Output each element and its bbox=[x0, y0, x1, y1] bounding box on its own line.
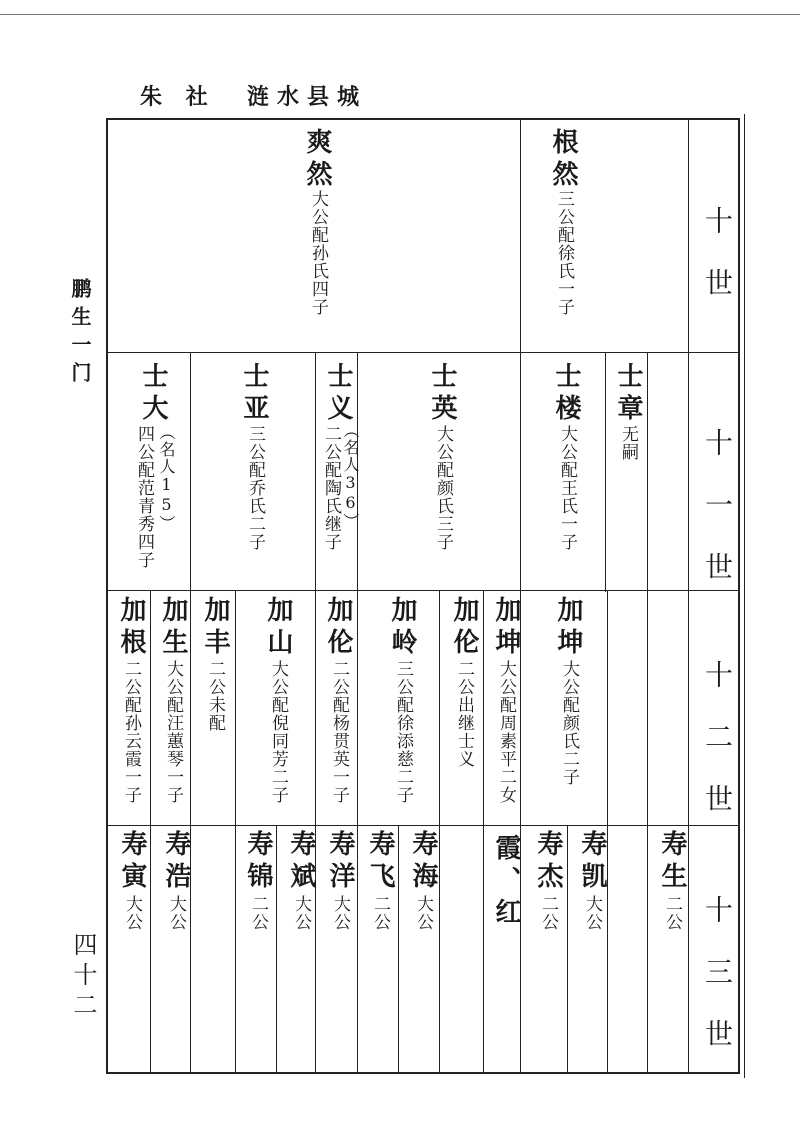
person-note: 二公配陶氏继子 bbox=[321, 425, 341, 551]
person-note: 大公配颜氏三子 bbox=[433, 425, 453, 551]
person-note: 二公 bbox=[538, 895, 558, 931]
person-note: （名人36） bbox=[341, 422, 360, 530]
person-name: 爽然 bbox=[302, 128, 332, 192]
person-name: 寿飞 bbox=[365, 830, 395, 894]
branch-label: 鹏生一门 bbox=[68, 278, 92, 390]
person-name: 士楼 bbox=[551, 362, 581, 426]
person-note: 大公配倪同芳二子 bbox=[268, 660, 288, 804]
person-name: 根然 bbox=[548, 128, 578, 192]
person-note: 三公配乔氏二子 bbox=[245, 425, 265, 551]
person-note: 二公出继士义 bbox=[454, 660, 474, 768]
generation-13: 十三世 bbox=[701, 895, 734, 1081]
person-name: 士大 bbox=[138, 362, 168, 426]
person-note: 大公 bbox=[582, 895, 602, 931]
person-name: 寿浩 bbox=[161, 830, 191, 894]
person-name: 寿洋 bbox=[325, 830, 355, 894]
person-name: 加坤 bbox=[553, 596, 583, 660]
person-note: 二公配杨贯英一子 bbox=[329, 660, 349, 804]
person-name: 加丰 bbox=[200, 596, 230, 660]
person-note: 四公配范青秀四子 bbox=[134, 425, 154, 569]
person-name: 寿斌 bbox=[286, 830, 316, 894]
person-name: 加伦 bbox=[449, 596, 479, 660]
page-number: 四十二 bbox=[69, 932, 97, 1022]
person-name: 士章 bbox=[613, 362, 643, 426]
generation-12: 十二世 bbox=[701, 660, 734, 846]
person-note: 二公 bbox=[248, 895, 268, 931]
person-name: 寿海 bbox=[408, 830, 438, 894]
person-name: 寿寅 bbox=[117, 830, 147, 894]
person-note: 三公配徐氏一子 bbox=[554, 190, 574, 316]
person-note: 大公 bbox=[330, 895, 350, 931]
person-name: 加根 bbox=[116, 596, 146, 660]
person-note: 大公配汪蕙琴一子 bbox=[163, 660, 183, 804]
person-name: 士亚 bbox=[239, 362, 269, 426]
person-note: 大公 bbox=[166, 895, 186, 931]
person-note: 无嗣 bbox=[618, 425, 638, 461]
person-name: 寿锦 bbox=[243, 830, 273, 894]
person-name: 加伦 bbox=[323, 596, 353, 660]
person-note: 大公配孙氏四子 bbox=[308, 190, 328, 316]
generation-10: 十世 bbox=[701, 206, 734, 330]
person-name: 霞、红 bbox=[491, 834, 521, 930]
person-name: 士英 bbox=[427, 362, 457, 426]
person-note: 大公配颜氏二子 bbox=[559, 660, 579, 786]
person-name: 加生 bbox=[158, 596, 188, 660]
person-name: 加坤 bbox=[491, 596, 521, 660]
person-note: 大公 bbox=[291, 895, 311, 931]
person-note: 大公配周素平二女 bbox=[496, 660, 516, 804]
person-note: （名人15） bbox=[157, 424, 176, 532]
person-note: 二公 bbox=[370, 895, 390, 931]
person-note: 三公配徐添慈二子 bbox=[393, 660, 413, 804]
person-name: 寿凯 bbox=[577, 830, 607, 894]
top-rule bbox=[0, 14, 800, 15]
page-header: 朱 社 涟水县城 bbox=[140, 84, 367, 110]
person-note: 二公未配 bbox=[205, 660, 225, 732]
person-name: 寿杰 bbox=[533, 830, 563, 894]
person-note: 大公 bbox=[122, 895, 142, 931]
person-note: 大公配王氏一子 bbox=[557, 425, 577, 551]
person-name: 加岭 bbox=[387, 596, 417, 660]
person-name: 寿生 bbox=[657, 830, 687, 894]
person-note: 大公 bbox=[413, 895, 433, 931]
person-note: 二公配孙云霞一子 bbox=[121, 660, 141, 804]
generation-11: 十一世 bbox=[701, 428, 734, 614]
person-note: 二公 bbox=[662, 895, 682, 931]
person-name: 士义 bbox=[323, 362, 353, 426]
person-name: 加山 bbox=[263, 596, 293, 660]
